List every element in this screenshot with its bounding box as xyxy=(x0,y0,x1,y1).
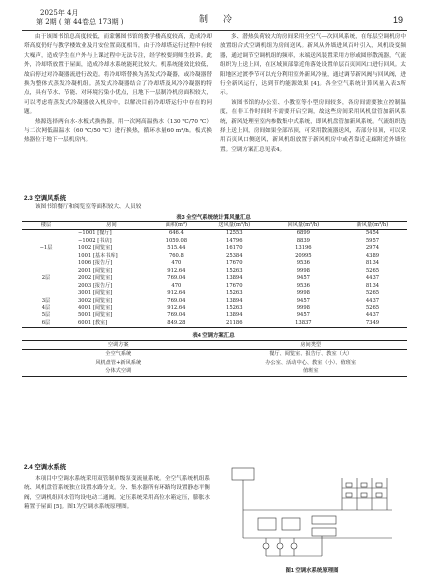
cell-return: 8839 xyxy=(296,237,310,244)
cell-supply: 17670 xyxy=(226,260,243,267)
cell-return: 20995 xyxy=(295,252,312,259)
terminal-unit-shape xyxy=(346,493,352,497)
expansion-tank-shape xyxy=(232,468,254,480)
cell-area: 769.04 xyxy=(167,312,186,319)
cell-fresh: 4437 xyxy=(365,312,380,319)
cell-fresh: 5957 xyxy=(365,237,380,244)
water-system-schematic xyxy=(222,458,402,566)
cell-room: 2003 [报告厅] xyxy=(78,282,113,289)
cell-fresh: 5265 xyxy=(365,290,380,297)
table-row xyxy=(22,245,407,252)
cell-floor: 5层 xyxy=(41,312,51,319)
cell-supply: 15263 xyxy=(226,290,243,297)
cell-return: 9998 xyxy=(296,290,310,297)
cell-fresh: 7349 xyxy=(338,320,407,328)
pump-shape xyxy=(277,543,283,549)
cell-area: 849.28 xyxy=(153,320,200,328)
issue-date: 2025年 4月 xyxy=(40,9,79,17)
figure-1-caption: 图1 空调水系统原理图 xyxy=(285,568,339,574)
cell-supply: 15263 xyxy=(226,304,243,311)
paragraph: 本项目中空调水系统采用双管制单级泵变流量系统。全空气系统机组系统、风机盘管系统独立设置水路分支。分、集水器所有环路均设置静态平衡阀，空调机组回水管均设电动二通阀。定压系统采用高位水箱定压，膨胀水箱置于屋面 [5]。图1为空调水系统原理图。 xyxy=(24,476,210,511)
cell-return: 9457 xyxy=(296,297,310,304)
heat-exchanger-shape xyxy=(282,518,300,530)
cell-room: 4001 [阅览室] xyxy=(78,304,113,311)
terminal-unit-shape xyxy=(376,483,382,487)
table-3 xyxy=(22,221,407,328)
table-row xyxy=(22,290,407,297)
cell-room: 5001 [阅览室] xyxy=(78,312,113,319)
cell-area: 470 xyxy=(171,282,182,289)
terminal-unit-shape xyxy=(376,493,382,497)
cell-return: 6899 xyxy=(296,230,310,237)
cell-area: 912.64 xyxy=(167,304,186,311)
cell-fresh: 8134 xyxy=(365,260,380,267)
paragraph: 热源选择两台水-水板式换热器，用一次网高温热水（130 ℃/70 ℃）与二次网低温温水（60 ℃/50 ℃）进行换热，循环水量60 m³/h。板式换热器位于地下一层机房内。 xyxy=(24,118,212,144)
cell-floor: 6层 xyxy=(22,320,70,328)
cell-supply: 13894 xyxy=(226,312,243,319)
table-4 xyxy=(22,340,407,377)
column-header: 回风量(m³/h) xyxy=(269,222,338,230)
supply-header-shape xyxy=(312,516,336,524)
cell-room: 2001 [阅览室] xyxy=(78,267,113,274)
cell-return: 9998 xyxy=(296,304,310,311)
header-rule xyxy=(22,30,407,31)
cell-scheme: 风机盘管+新风系统 xyxy=(95,359,142,366)
left-column-text-2 xyxy=(24,203,212,212)
cell-room: 1001 [基本书库] xyxy=(78,252,118,259)
cell-room-type: 餐厅、阅览室、报告厅、教室（大） xyxy=(269,351,353,358)
section-heading-2-3: 2.3 空调风系统 xyxy=(24,195,66,202)
cell-fresh: 4437 xyxy=(365,297,380,304)
cell-fresh: 4437 xyxy=(365,275,380,282)
cell-room: −1002 [书店] xyxy=(78,237,112,244)
cell-floor xyxy=(22,253,70,260)
cell-return: 9998 xyxy=(296,267,310,274)
cell-supply: 14796 xyxy=(226,237,243,244)
column-header: 楼层 xyxy=(22,222,70,230)
paragraph: 该图书馆餐厅和阅览室等面积较大、人员较 xyxy=(35,204,142,210)
section-heading-2-4: 2.4 空调水系统 xyxy=(24,464,66,471)
section-2-4-text xyxy=(24,475,210,513)
column-header: 房间 xyxy=(70,222,153,230)
cell-floor xyxy=(22,290,70,297)
cell-floor: 2层 xyxy=(41,275,51,282)
cell-supply: 13894 xyxy=(226,275,243,282)
cell-room: 3001 [阅览室] xyxy=(78,290,113,297)
cell-room: 6001 [教室] xyxy=(70,320,153,328)
paragraph: 多、潜热负荷较大的房间采用全空气—次回风系统，在每层空调机房中放置组合式空调机组为房间送风。新风从外墙进风百叶引入，风机设变频器，通过调节空调机组的频率，末端送风装置采用方形或圆形散流器，气流组织为上送上回，在区域顶部靠近角落处设置单层百页回风口进行回风。太阳地区过渡季节可以充分利用室外新风冷量，通过调节新风阀与回风阀，进行全新风运行，达到节约能源效果 [4]。各全空气系统计算风量入表3所示。 xyxy=(220,34,406,97)
cell-return: 13196 xyxy=(295,245,312,252)
cell-supply: 17670 xyxy=(226,282,243,289)
left-column-text xyxy=(24,33,212,146)
heat-exchanger-shape xyxy=(258,518,276,530)
page-number: 19 xyxy=(393,15,404,25)
cell-fresh: 5265 xyxy=(365,304,380,311)
cell-room: 3002 [阅览室] xyxy=(78,297,113,304)
column-header: 空调方案 xyxy=(22,341,215,350)
cell-fresh: 5454 xyxy=(365,230,380,237)
cell-area: 515.44 xyxy=(167,245,186,252)
cell-room: 1002 [阅览室] xyxy=(78,245,113,252)
terminal-unit-shape xyxy=(361,483,367,487)
issue-number: 第 2期 ( 第 44卷总 173期 ) xyxy=(36,18,124,26)
journal-title: 制 冷 xyxy=(199,15,236,25)
column-header: 房间类型 xyxy=(215,341,408,350)
cell-fresh: 5265 xyxy=(365,267,380,274)
table-row xyxy=(22,359,407,367)
table-4-caption: 表4 空调方案汇总 xyxy=(192,333,235,339)
cell-supply: 15263 xyxy=(226,267,243,274)
cell-return: 13837 xyxy=(269,320,338,328)
cell-area: 912.64 xyxy=(167,267,186,274)
cell-return: 9536 xyxy=(296,260,310,267)
cell-floor xyxy=(22,230,70,238)
cell-floor: 3层 xyxy=(41,297,51,304)
cell-room-type: 办公室、活动中心、教室（小）、值班室 xyxy=(265,359,357,366)
cell-scheme: 分体式空调 xyxy=(22,367,215,376)
table-row xyxy=(22,260,407,267)
pump-shape xyxy=(263,543,269,549)
table-row xyxy=(22,275,407,282)
cell-supply: 13894 xyxy=(226,297,243,304)
cell-floor xyxy=(22,260,70,267)
cell-area: 470 xyxy=(171,260,182,267)
schematic-pipes xyxy=(232,468,392,556)
table-header-row xyxy=(22,341,407,350)
cell-return: 9457 xyxy=(296,312,310,319)
table-row xyxy=(22,230,407,238)
column-header: 送风量(m³/h) xyxy=(200,222,269,230)
table-row xyxy=(22,312,407,319)
table-row xyxy=(22,320,407,328)
column-header: 面积(m²) xyxy=(153,222,200,230)
table-header-row xyxy=(22,222,407,230)
cell-supply: 21186 xyxy=(200,320,269,328)
right-column-text xyxy=(220,33,406,155)
cell-area: 769.04 xyxy=(167,275,186,282)
table-3-caption: 表3 全空气系统统计算风量汇总 xyxy=(176,215,251,221)
cell-room: 1006 [报告厅] xyxy=(78,260,113,267)
cell-area: 912.64 xyxy=(167,290,186,297)
cell-fresh: 8134 xyxy=(365,282,380,289)
cell-floor: −1层 xyxy=(39,245,53,252)
cell-supply: 25384 xyxy=(226,252,243,259)
cell-room-type: 值班室 xyxy=(215,367,408,376)
column-header: 新风量(m³/h) xyxy=(338,222,407,230)
cell-area: 769.04 xyxy=(167,297,186,304)
cell-fresh: 4389 xyxy=(365,252,380,259)
cell-area: 1059.08 xyxy=(165,237,188,244)
cell-floor: 4层 xyxy=(41,304,51,311)
cell-room: 2002 [阅览室] xyxy=(78,275,113,282)
cell-area: 646.4 xyxy=(168,230,184,237)
pump-shape xyxy=(291,543,297,549)
table-row xyxy=(22,350,407,359)
paragraph: 由于该图书馆总高度较低，而蒙馨图书馆的教学楼高度较高，造成冷却塔高度仍好与教学楼效业及月安位置高度相当，由于冷却塔运行过程中有较大噪声，造成学生在户外与上课过程中无法专注，经学校要到师生投诉。此外，冷却塔放置于屋面，造成冷却水系统能耗比较大。机系统能效比较低，故启停过对冷凝器流进行改造。将冷却塔替换为蒸发式冷凝器，或冷凝器替换为整体式蒸发冷凝机组。蒸发式冷凝器结合了冷却塔及风冷冷凝器的特点，具有节水、节能、对环境污染小优点，且地下一层制冷机房面积较大，可以考虑将蒸发式冷凝器放入机房中，以解决目前冷却塔运行中存在的问题。 xyxy=(24,34,212,116)
cell-supply: 16170 xyxy=(226,245,243,252)
table-row xyxy=(22,283,407,290)
cell-room: −1001 [餐厅] xyxy=(78,230,112,237)
terminal-unit-shape xyxy=(346,483,352,487)
terminal-unit-shape xyxy=(361,493,367,497)
cell-return: 9457 xyxy=(296,275,310,282)
table-row xyxy=(22,367,407,376)
table-row xyxy=(22,298,407,305)
cell-return: 9536 xyxy=(296,282,310,289)
cell-area: 760.8 xyxy=(168,252,184,259)
cell-scheme: 全空气系统 xyxy=(105,351,132,358)
cell-floor xyxy=(22,283,70,290)
cell-supply: 12553 xyxy=(226,230,243,237)
return-header-shape xyxy=(312,528,336,536)
paragraph: 该图书馆的办公室、小教室等小型房间较多，各房间需要独立控制温度，在非工作时间时不需要开启空调，故这些房间采用风机盘管加新风系统，新风处理至室内参数集中式系统，即风机盘管加新风系统。气流组织选择上送上回，房间如果全部吊顶，可采用散流器送风，若部分吊顶，可以采用百页风口侧送风，新风机组放置于新风机房中或者靠近走廊附近外墙位置。空调方案汇总见表4。 xyxy=(220,99,406,153)
cell-fresh: 2974 xyxy=(365,245,380,252)
